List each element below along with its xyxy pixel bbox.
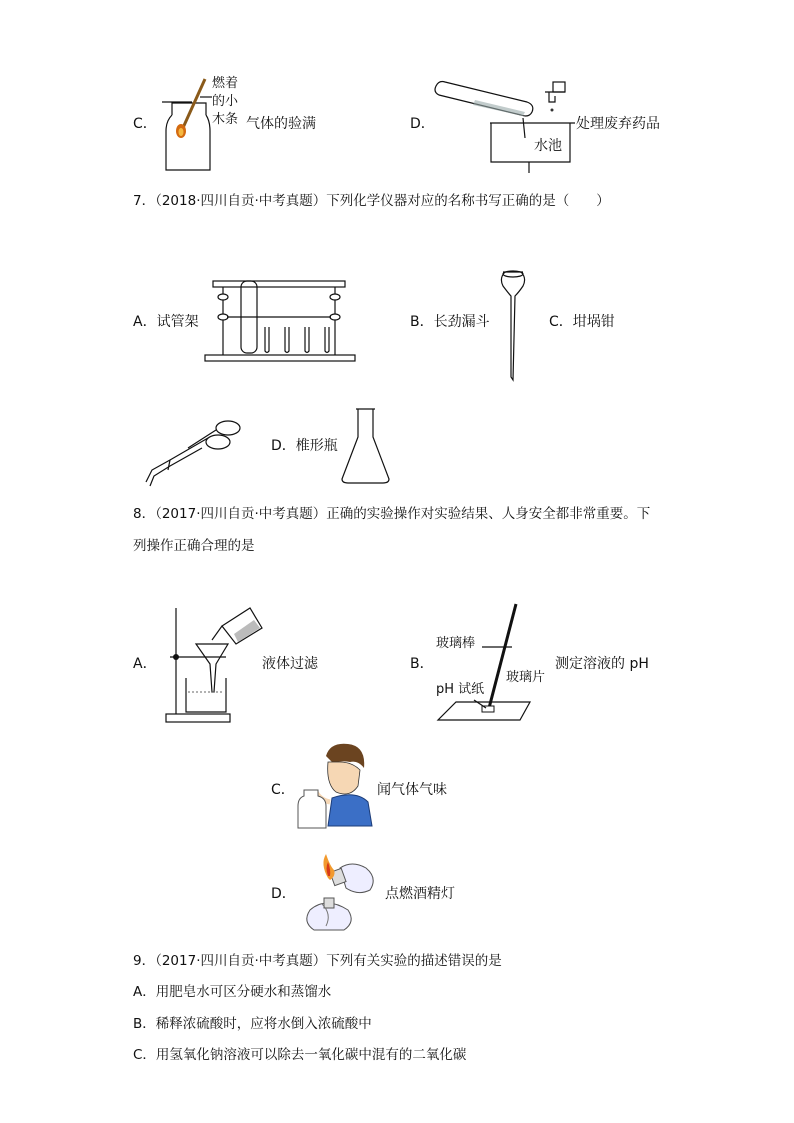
glass-plate-label: 玻璃片 [506, 670, 546, 685]
q6-option-c-letter: C． [133, 116, 157, 132]
question-7-stem: 7．（2018·四川自贡·中考真题）下列化学仪器对应的名称书写正确的是（ ） [133, 193, 610, 209]
filtration-figure [160, 600, 270, 725]
question-8-stem-line2: 列操作正确合理的是 [133, 538, 255, 554]
q8-option-a-caption: 液体过滤 [262, 656, 318, 672]
conical-flask-figure [338, 405, 393, 485]
test-tube-rack-figure [205, 275, 355, 365]
wood-stick-label-line2: 的小 [212, 94, 239, 109]
question-9-stem: 9．（2017·四川自贡·中考真题）下列有关实验的描述错误的是 [133, 953, 502, 969]
ph-test-figure [436, 600, 536, 725]
q8-option-c-letter: C． [271, 782, 295, 798]
sink-label: 水池 [534, 138, 562, 154]
q7-option-a: A．试管架 [133, 314, 199, 330]
lighting-alcohol-lamp-figure [296, 848, 381, 936]
crucible-tongs-figure [140, 412, 245, 487]
q8-option-b-letter: B． [410, 656, 434, 672]
q8-option-d-letter: D． [271, 886, 296, 902]
q8-option-b-caption: 测定溶液的 pH [555, 656, 649, 672]
wood-stick-label-line3: 木条 [212, 112, 239, 127]
long-neck-funnel-figure [497, 262, 529, 382]
q7-option-c: C．坩埚钳 [549, 314, 615, 330]
q8-option-d-caption: 点燃酒精灯 [385, 886, 455, 902]
glass-rod-label: 玻璃棒 [436, 636, 476, 651]
q6-option-d-letter: D． [410, 116, 435, 132]
q7-option-b: B．长劲漏斗 [410, 314, 490, 330]
q6-option-d-caption: 处理废弃药品 [576, 116, 660, 132]
wood-stick-label-line1: 燃着 [212, 76, 239, 91]
q9-option-c: C．用氢氧化钠溶液可以除去一氧化碳中混有的二氧化碳 [133, 1047, 467, 1063]
q7-option-d: D．椎形瓶 [271, 438, 338, 454]
q8-option-c-caption: 闻气体气味 [377, 782, 447, 798]
ph-paper-label: pH 试纸 [436, 682, 485, 697]
smelling-gas-figure [296, 740, 376, 832]
waste-disposal-figure [435, 78, 575, 173]
q6-option-c-caption: 气体的验满 [246, 116, 316, 132]
q8-option-a-letter: A． [133, 656, 157, 672]
question-8-stem-line1: 8．（2017·四川自贡·中考真题）正确的实验操作对实验结果、人身安全都非常重要。下 [133, 506, 651, 522]
q9-option-b: B．稀释浓硫酸时，应将水倒入浓硫酸中 [133, 1016, 372, 1032]
q9-option-a: A．用肥皂水可区分硬水和蒸馏水 [133, 984, 332, 1000]
